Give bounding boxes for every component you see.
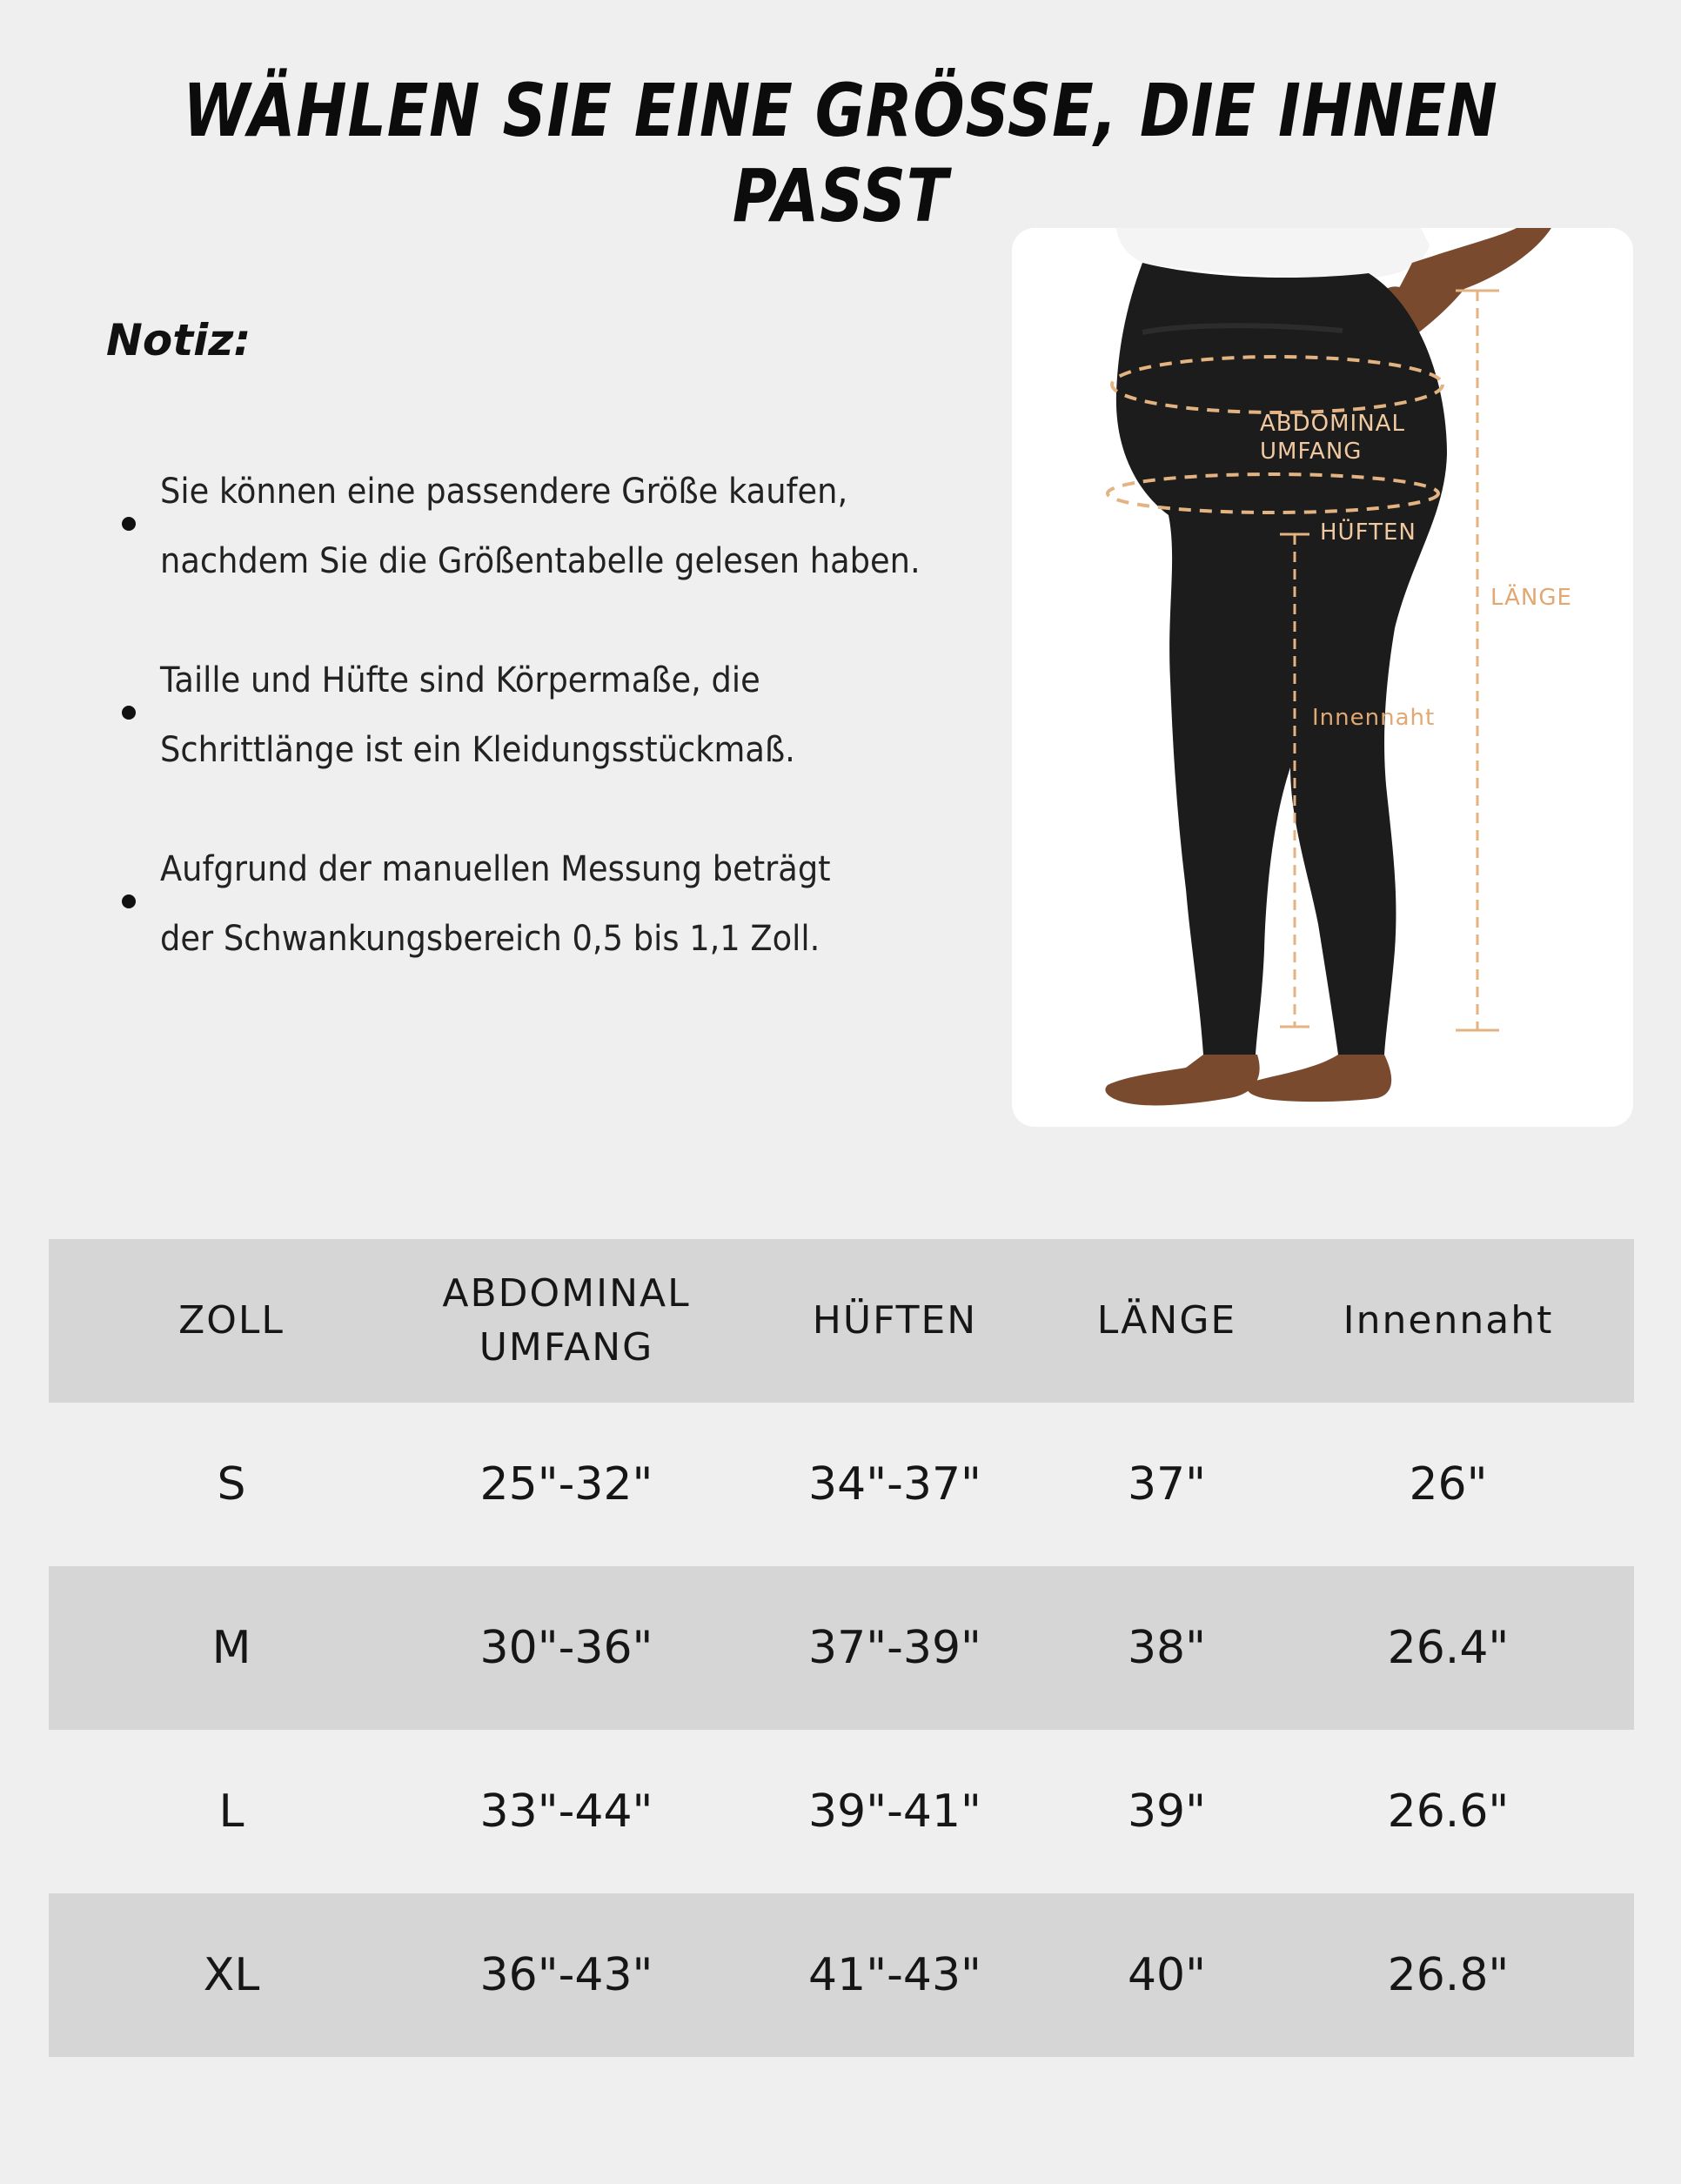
inseam-cell: 26.4"	[1387, 1622, 1510, 1674]
table-header-row	[49, 1239, 1634, 1403]
length-cell: 37"	[1127, 1458, 1207, 1511]
abdominal-cell: 30"-36"	[479, 1622, 653, 1674]
label-umfang: UMFANG	[1260, 439, 1363, 465]
model-illustration	[1012, 228, 1633, 1127]
note-line: Sie können eine passendere Größe kaufen,	[160, 472, 848, 512]
measurement-figure	[1012, 228, 1633, 1127]
size-cell: M	[211, 1622, 251, 1674]
length-cell: 38"	[1127, 1622, 1207, 1674]
foot	[1247, 1055, 1391, 1102]
note-line: Aufgrund der manuellen Messung beträgt	[160, 849, 831, 889]
bullet-icon	[122, 517, 136, 531]
inseam-cell: 26.6"	[1387, 1785, 1510, 1838]
label-hueften: HÜFTEN	[1320, 519, 1416, 546]
hips-cell: 34"-37"	[808, 1458, 981, 1511]
hips-cell: 37"-39"	[808, 1622, 981, 1674]
label-abdominal: ABDOMINAL	[1260, 411, 1405, 437]
size-cell: L	[218, 1785, 244, 1838]
page-title: WÄHLEN SIE EINE GRÖSSE, DIE IHNEN PASST	[183, 68, 1498, 238]
note-item	[113, 839, 983, 961]
size-cell: S	[217, 1458, 246, 1511]
hips-cell: 41"-43"	[808, 1949, 981, 2001]
inseam-cell: 26.8"	[1387, 1949, 1510, 2001]
header-cell: ABDOMINAL UMFANG	[442, 1271, 691, 1370]
note-line: Taille und Hüfte sind Körpermaße, die	[160, 660, 760, 700]
bullet-icon	[122, 706, 136, 720]
table-row	[49, 1730, 1634, 1893]
inseam-cell: 26"	[1409, 1458, 1488, 1511]
abdominal-cell: 36"-43"	[479, 1949, 653, 2001]
header-cell: Innennaht	[1343, 1298, 1554, 1343]
hips-cell: 39"-41"	[808, 1785, 981, 1838]
foot	[1105, 1055, 1259, 1105]
leggings	[1116, 263, 1447, 1055]
length-cell: 40"	[1127, 1949, 1207, 2001]
header-cell: ZOLL	[178, 1298, 285, 1343]
note-item	[113, 650, 983, 772]
note-item	[113, 461, 983, 583]
note-line: der Schwankungsbereich 0,5 bis 1,1 Zoll.	[160, 919, 820, 959]
note-heading: Notiz:	[106, 315, 251, 365]
note-line: nachdem Sie die Größentabelle gelesen haben.	[160, 541, 921, 581]
label-laenge: LÄNGE	[1490, 585, 1572, 611]
label-innennaht: Innennaht	[1312, 705, 1436, 731]
table-row	[49, 1566, 1634, 1730]
table-row	[49, 1403, 1634, 1566]
size-cell: XL	[203, 1949, 260, 2001]
header-cell: LÄNGE	[1096, 1298, 1237, 1343]
note-line: Schrittlänge ist ein Kleidungsstückmaß.	[160, 730, 795, 770]
length-cell: 39"	[1127, 1785, 1207, 1838]
bullet-icon	[122, 894, 136, 908]
table-row	[49, 1893, 1634, 2057]
abdominal-cell: 25"-32"	[479, 1458, 653, 1511]
abdominal-cell: 33"-44"	[479, 1785, 653, 1838]
header-cell: HÜFTEN	[812, 1298, 978, 1343]
